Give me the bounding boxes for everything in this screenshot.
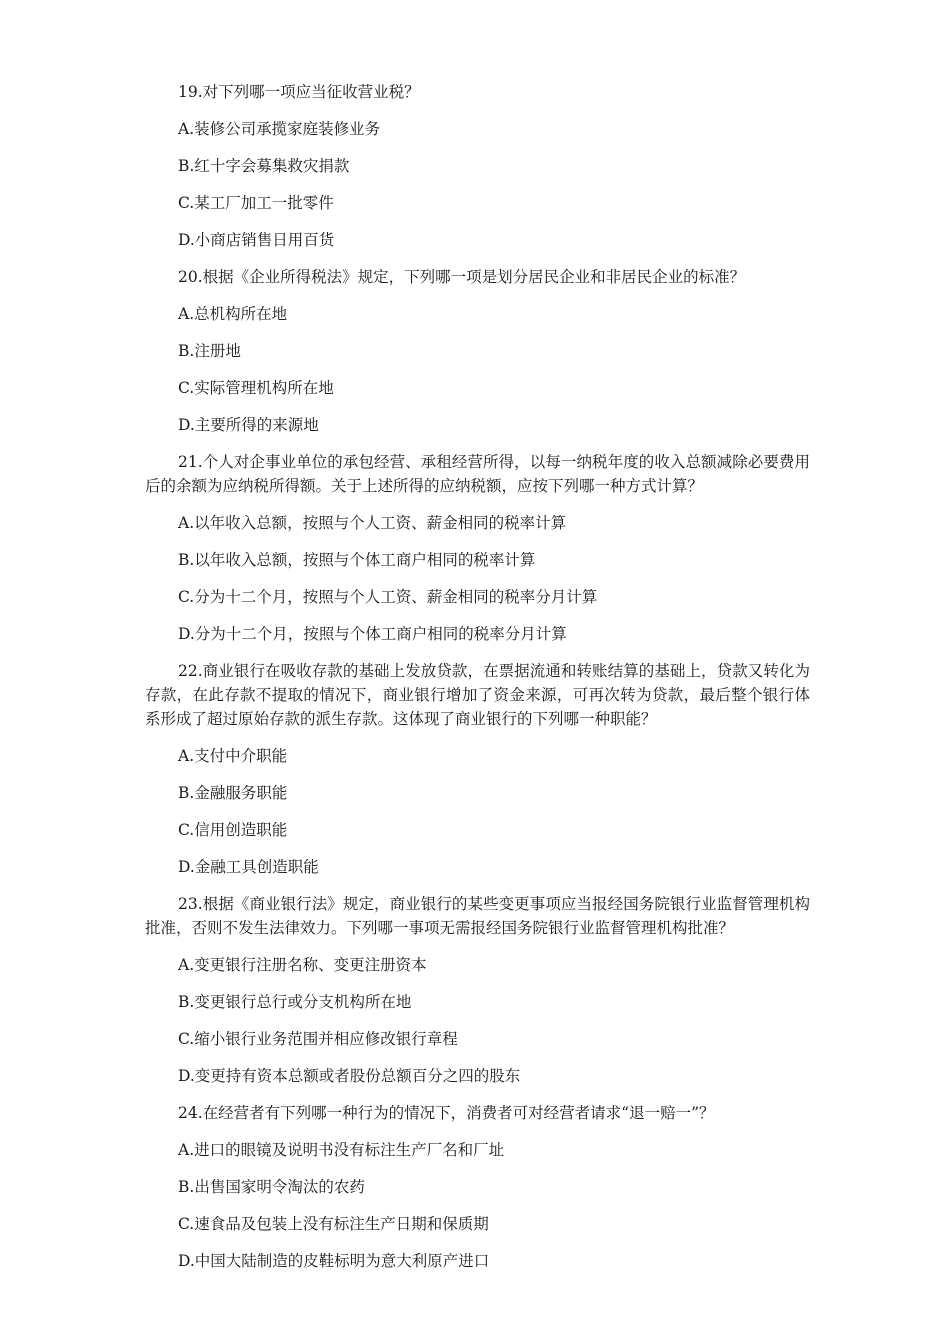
option-a: A.变更银行注册名称、变更注册资本	[178, 956, 427, 974]
option-c: C.某工厂加工一批零件	[178, 194, 334, 212]
option-a: A.总机构所在地	[178, 305, 288, 323]
option-d: D.金融工具创造职能	[178, 858, 319, 876]
option-a: A.装修公司承揽家庭装修业务	[178, 120, 381, 138]
document-page	[145, 80, 810, 1286]
option-b: B.注册地	[178, 342, 241, 360]
option-a: A.以年收入总额，按照与个人工资、薪金相同的税率计算	[178, 514, 567, 532]
option-b: B.以年收入总额，按照与个体工商户相同的税率计算	[178, 551, 536, 569]
option-a: A.进口的眼镜及说明书没有标注生产厂名和厂址	[178, 1141, 505, 1159]
option-a: A.支付中介职能	[178, 747, 288, 765]
option-c: C.实际管理机构所在地	[178, 379, 334, 397]
question-22	[145, 659, 810, 879]
question-23	[145, 892, 810, 1088]
question-stem: 20.根据《企业所得税法》规定，下列哪一项是划分居民企业和非居民企业的标准？	[178, 268, 746, 286]
option-d: D.小商店销售日用百货	[178, 231, 335, 249]
option-b: B.红十字会募集救灾捐款	[178, 157, 350, 175]
option-d: D.主要所得的来源地	[178, 416, 319, 434]
option-c: C.分为十二个月，按照与个人工资、薪金相同的税率分月计算	[178, 588, 598, 606]
option-b: B.变更银行总行或分支机构所在地	[178, 993, 412, 1011]
option-b: B.金融服务职能	[178, 784, 288, 802]
question-stem: 24.在经营者有下列哪一种行为的情况下，消费者可对经营者请求“退一赔一”？	[178, 1104, 715, 1122]
option-c: C.速食品及包装上没有标注生产日期和保质期	[178, 1215, 489, 1233]
question-19	[145, 80, 810, 252]
option-c: C.缩小银行业务范围并相应修改银行章程	[178, 1030, 458, 1048]
question-21	[145, 450, 810, 646]
question-stem: 19.对下列哪一项应当征收营业税？	[178, 83, 420, 101]
option-d: D.中国大陆制造的皮鞋标明为意大利原产进口	[178, 1252, 490, 1270]
question-stem: 21.个人对企事业单位的承包经营、承租经营所得，以每一纳税年度的收入总额减除必要费用后的余额为应纳税所得额。关于上述所得的应纳税额，应按下列哪一种方式计算？	[145, 453, 810, 495]
question-stem: 22.商业银行在吸收存款的基础上发放贷款，在票据流通和转账结算的基础上，贷款又转化为存款，在此存款不提取的情况下，商业银行增加了资金来源，可再次转为贷款，最后整个银行体系形成了超过原始存款的派生存款。这体现了商业银行的下列哪一种职能？	[145, 662, 810, 728]
option-d: D.变更持有资本总额或者股份总额百分之四的股东	[178, 1067, 521, 1085]
option-c: C.信用创造职能	[178, 821, 288, 839]
question-24	[145, 1101, 810, 1273]
question-stem: 23.根据《商业银行法》规定，商业银行的某些变更事项应当报经国务院银行业监督管理机构批准，否则不发生法律效力。下列哪一事项无需报经国务院银行业监督管理机构批准？	[145, 895, 810, 937]
question-20	[145, 265, 810, 437]
option-d: D.分为十二个月，按照与个体工商户相同的税率分月计算	[178, 625, 567, 643]
option-b: B.出售国家明令淘汰的农药	[178, 1178, 365, 1196]
